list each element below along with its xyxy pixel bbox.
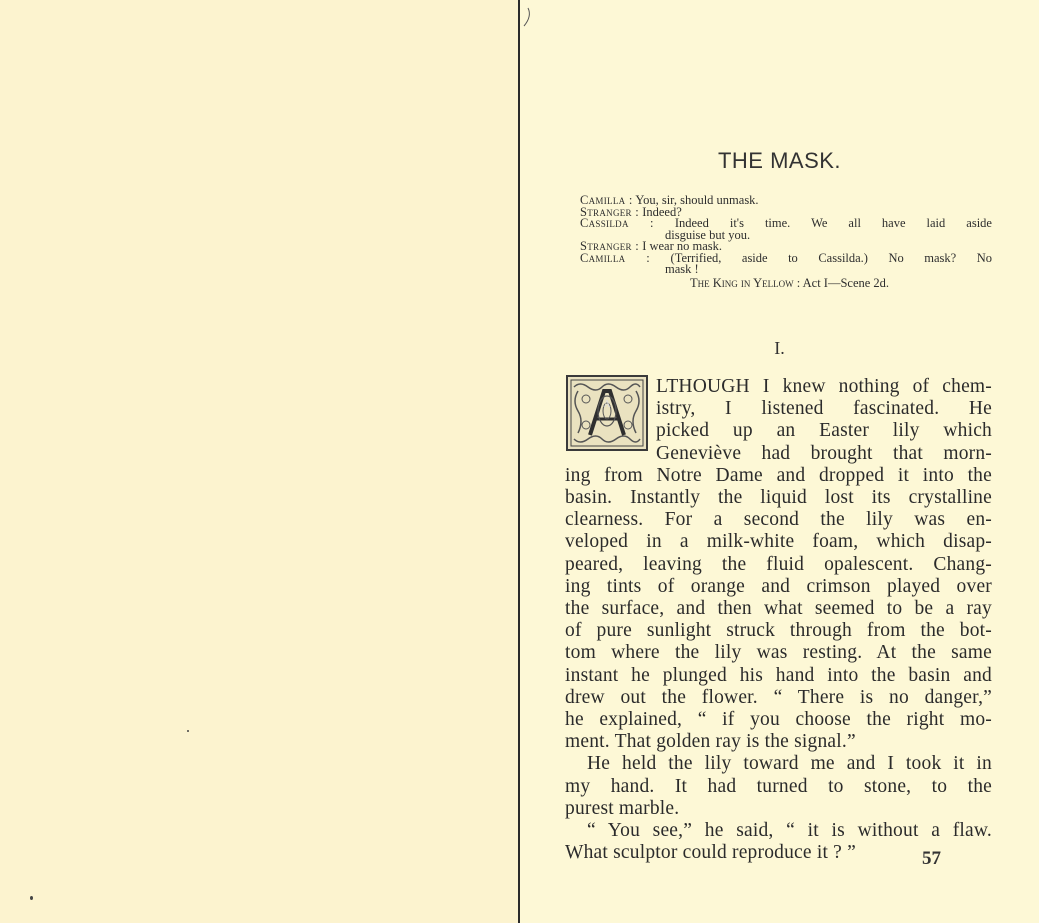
drop-cap-letter: A bbox=[603, 400, 611, 410]
chapter-title: THE MASK. bbox=[717, 148, 842, 173]
text-line: clearness. For a second the lily was en- bbox=[565, 509, 992, 531]
text-line: my hand. It had turned to stone, to the bbox=[565, 775, 992, 797]
text-line: ing from Notre Dame and dropped it into the bbox=[565, 464, 992, 486]
text-line: of pure sunlight struck through from the bot- bbox=[565, 620, 992, 642]
pencil-mark-icon bbox=[522, 6, 542, 36]
text-line: instant he plunged his hand into the basin and bbox=[565, 664, 992, 686]
text-line: “ You see,” he said, “ it is without a flaw. bbox=[587, 820, 992, 842]
epigraph-speaker: Cassilda : bbox=[580, 216, 654, 230]
epigraph-line bbox=[580, 250, 992, 265]
text-line: What sculptor could reproduce it ? ” bbox=[565, 842, 856, 864]
epigraph-text: disguise but you. bbox=[665, 227, 751, 242]
epigraph bbox=[580, 195, 992, 289]
section-number: I. bbox=[774, 338, 785, 358]
epigraph-line bbox=[580, 218, 992, 230]
epigraph-text: Indeed it's time. We all have laid aside bbox=[674, 216, 992, 230]
page-number: 57 bbox=[922, 848, 941, 869]
text-line: ment. That golden ray is the signal.” bbox=[565, 731, 856, 753]
text-line: purest marble. bbox=[565, 797, 680, 819]
epigraph-speaker: Camilla : bbox=[580, 193, 633, 207]
epigraph-credit bbox=[580, 275, 992, 290]
text-line: the surface, and then what seemed to be a ray bbox=[565, 598, 992, 620]
credit-work: The King in Yellow : bbox=[690, 275, 801, 290]
epigraph-speaker: Camilla : bbox=[580, 250, 651, 265]
body-text bbox=[565, 376, 992, 864]
text-line: He held the lily toward me and I took it in bbox=[587, 753, 992, 775]
text-line: picked up an Easter lily which bbox=[656, 420, 992, 442]
text-line: Geneviève had brought that morn- bbox=[656, 442, 992, 464]
paper-speck bbox=[30, 896, 33, 900]
epigraph-text: mask ! bbox=[665, 262, 699, 276]
text-line: istry, I listened fascinated. He bbox=[656, 398, 992, 420]
credit-ref: Act I—Scene 2d. bbox=[802, 275, 890, 290]
epigraph-speaker: Stranger : bbox=[580, 204, 640, 219]
epigraph-text: You, sir, should unmask. bbox=[635, 193, 759, 207]
text-line: LTHOUGH I knew nothing of chem- bbox=[656, 376, 992, 397]
paper-speck bbox=[187, 730, 189, 732]
text-line: tom where the lily was resting. At the same bbox=[565, 642, 992, 664]
epigraph-text: Indeed? bbox=[642, 204, 682, 219]
epigraph-line bbox=[580, 264, 992, 276]
text-line: drew out the flower. “ There is no danger,” bbox=[565, 686, 992, 708]
epigraph-text: (Terrified, aside to Cassilda.) No mask? No bbox=[670, 250, 992, 265]
text-line: he explained, “ if you choose the right mo- bbox=[565, 709, 992, 731]
text-line: basin. Instantly the liquid lost its crystalline bbox=[565, 487, 992, 509]
text-line: veloped in a milk-white foam, which disap- bbox=[565, 531, 992, 553]
epigraph-speaker: Stranger : bbox=[580, 239, 640, 253]
text-line: ing tints of orange and crimson played over bbox=[565, 575, 992, 597]
epigraph-text: I wear no mask. bbox=[642, 239, 723, 253]
left-page bbox=[0, 0, 518, 923]
text-line: peared, leaving the fluid opalescent. Chang- bbox=[565, 553, 992, 575]
